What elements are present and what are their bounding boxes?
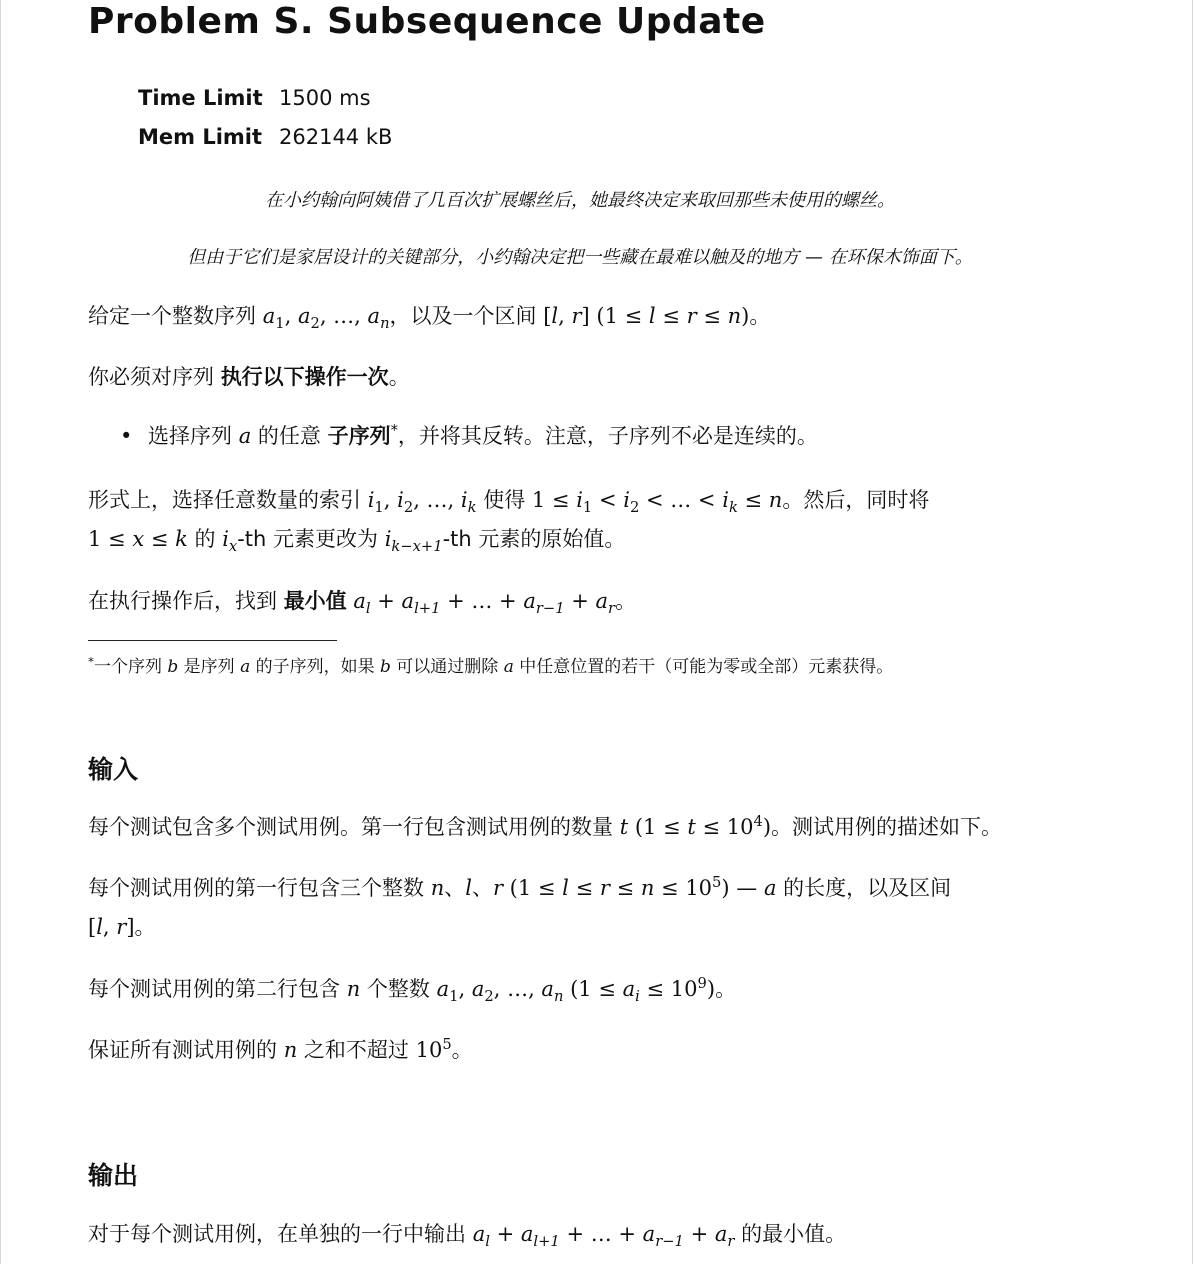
text: ，并将其反转。注意，子序列不必是连续的。 <box>397 424 818 448</box>
text: 是序列 <box>178 657 241 677</box>
input-line-3: 每个测试用例的第二行包含 n 个整数 $a_1$, $a_2$, …, $a_n$ $(1 \le a_i \le 10^9)$。 <box>88 975 737 1006</box>
epigraph-line-2: 但由于它们是家居设计的关键部分，小约翰决定把一些藏在最难以触及的地方 — 在环保木饰面下。 <box>187 247 973 268</box>
bold-text: 子序列 <box>327 424 391 448</box>
statement-paragraph-4: 在执行操作后，找到 最小值 $a_l + a_{l+1}$ + … + $a_{r-1} + a_r$。 <box>88 589 637 618</box>
text: 。 <box>715 977 737 1001</box>
bullet-dot: • <box>120 424 133 448</box>
text: 每个测试用例的第二行包含 <box>88 977 347 1001</box>
limits-table <box>138 78 392 156</box>
input-heading: 输入 <box>88 755 139 784</box>
text: -th 元素更改为 <box>237 527 385 551</box>
bullet-item: • 选择序列 a 的任意 子序列*，并将其反转。注意，子序列不必是连续的。 <box>120 422 818 448</box>
text: 选择序列 <box>148 424 239 448</box>
text: 。 <box>615 589 637 613</box>
text: 。 <box>388 365 410 389</box>
time-limit-row <box>138 78 392 117</box>
text: 你必须对序列 <box>88 365 221 389</box>
text: 可以通过删除 <box>390 657 504 677</box>
statement-paragraph-2 <box>88 358 1088 397</box>
time-limit-value: 1500 ms <box>279 85 371 110</box>
input-line-4: 保证所有测试用例的 n 之和不超过 $10^5$。 <box>88 1036 473 1062</box>
mem-limit-row <box>138 117 392 156</box>
text: 一个序列 <box>93 657 168 677</box>
mem-limit-value: 262144 kB <box>279 124 393 149</box>
text: 每个测试包含多个测试用例。第一行包含测试用例的数量 <box>88 815 620 839</box>
text: 的任意 <box>251 424 328 448</box>
problem-title: Problem S. Subsequence Update <box>88 1 766 42</box>
text: 保证所有测试用例的 <box>88 1038 284 1062</box>
text: 给定一个整数序列 <box>88 304 263 328</box>
text: 的长度，以及区间 <box>776 876 952 900</box>
footnote-divider <box>88 640 337 641</box>
mem-limit-label: Mem Limit <box>138 124 263 149</box>
bold-text: 执行以下操作一次 <box>220 365 389 389</box>
text: 之和不超过 <box>297 1038 416 1062</box>
text: 使得 <box>476 488 532 512</box>
statement-paragraph-1: 给定一个整数序列 $a_1$, $a_2$, …, $a_n$，以及一个区间 [l, r] (1 ≤ l ≤ r ≤ n)。 <box>88 304 771 333</box>
text: 形式上，选择任意数量的索引 <box>88 488 368 512</box>
output-heading: 输出 <box>88 1161 139 1190</box>
text: 的 <box>187 527 223 551</box>
statement-paragraph-3: 形式上，选择任意数量的索引 $i_1$, $i_2$, …, $i_k$ 使得 $1 \le i_1 < i_2$ < … < $i_k \le n$。然后，同时将 1 ≤ x ≤ k 的 $i_x-th$ 元素更改为 $i_{k-x+1}-th$ 元素的原始值。 <box>88 488 930 556</box>
text: 每个测试用例的第一行包含三个整数 <box>88 876 431 900</box>
text: 。 <box>134 915 156 939</box>
text: — <box>729 876 764 900</box>
text: 。然后，同时将 <box>782 488 930 512</box>
output-line-1: 对于每个测试用例，在单独的一行中输出 $a_l + a_{l+1}$ + … + $a_{r-1} + a_r$ 的最小值。 <box>88 1222 847 1251</box>
text: 对于每个测试用例，在单独的一行中输出 <box>88 1222 473 1246</box>
text: 个整数 <box>360 977 437 1001</box>
footnote: *一个序列 b 是序列 a 的子序列，如果 b 可以通过删除 a 中任意位置的若干（可能为零或全部）元素获得。 <box>88 654 894 677</box>
bold-text: 最小值 <box>283 589 347 613</box>
text: 的最小值。 <box>734 1222 847 1246</box>
epigraph-line-1: 在小约翰向阿姨借了几百次扩展螺丝后，她最终决定来取回那些未使用的螺丝。 <box>265 190 895 211</box>
text: ，以及一个区间 <box>389 304 544 328</box>
text: 在执行操作后，找到 <box>88 589 284 613</box>
text: 。 <box>451 1038 473 1062</box>
input-line-2: 每个测试用例的第一行包含三个整数 n、l、r $(1 \le l \le r \le n \le 10^5)$ — a 的长度，以及区间 [l, r]。 <box>88 874 952 939</box>
text: -th 元素的原始值。 <box>442 527 626 551</box>
time-limit-label: Time Limit <box>138 85 263 110</box>
text: 。测试用例的描述如下。 <box>771 815 1003 839</box>
text: 。 <box>749 304 771 328</box>
text: 的子序列，如果 <box>250 657 381 677</box>
text: 中任意位置的若干（可能为零或全部）元素获得。 <box>513 657 894 677</box>
input-line-1: 每个测试包含多个测试用例。第一行包含测试用例的数量 t $(1 \le t \le 10^4)$。测试用例的描述如下。 <box>88 813 1003 839</box>
